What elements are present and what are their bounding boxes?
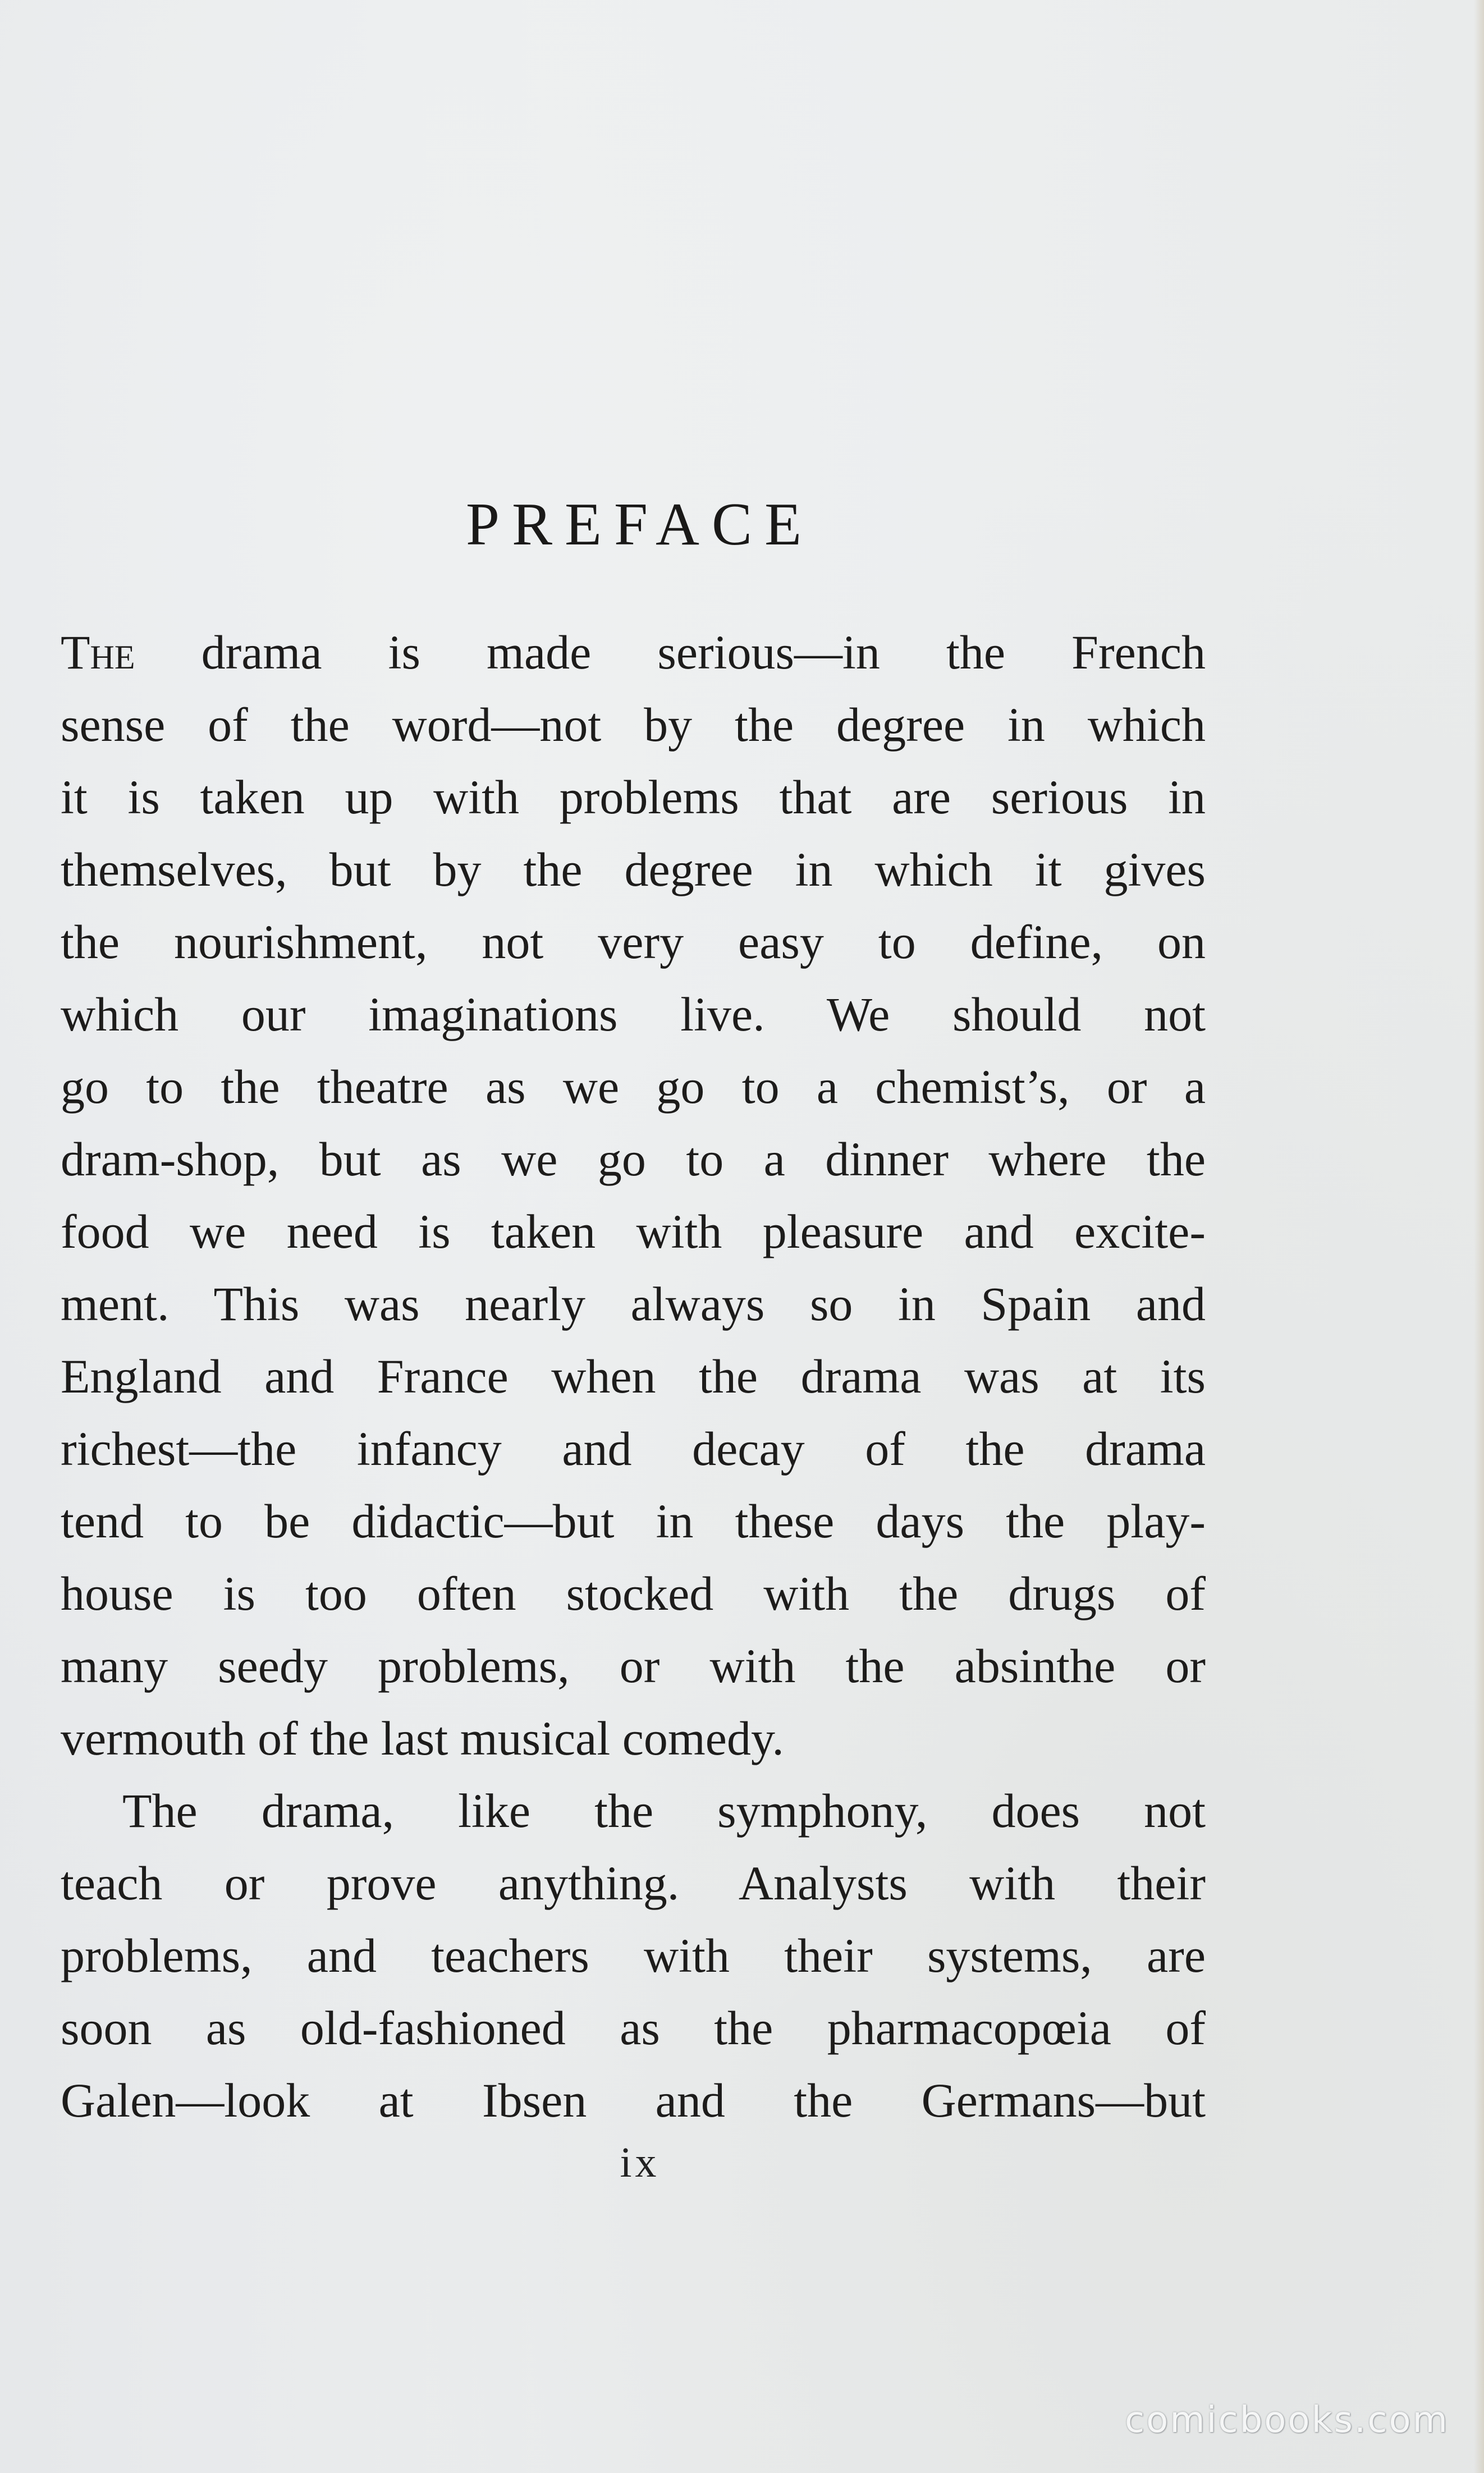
text-line: richest—the infancy and decay of the drama	[61, 1422, 1206, 1476]
paragraph-2	[61, 1775, 1206, 2137]
preface-body	[61, 616, 1206, 2137]
drop-small-caps: The	[61, 625, 135, 679]
text-line: Galen—look at Ibsen and the Germans—but	[61, 2073, 1206, 2127]
text-line: The drama, like the symphony, does not	[122, 1784, 1206, 1838]
text-line: England and France when the drama was at its	[61, 1349, 1206, 1403]
text-line: ment. This was nearly always so in Spain and	[61, 1277, 1206, 1331]
text-line: themselves, but by the degree in which it gives	[61, 842, 1206, 896]
page-number: ix	[620, 2139, 660, 2186]
text-line: go to the theatre as we go to a chemist’s, or a	[61, 1060, 1206, 1114]
text-line: food we need is taken with pleasure and excite-	[61, 1205, 1206, 1258]
text-line: problems, and teachers with their systems, are	[61, 1929, 1206, 1982]
text-line: house is too often stocked with the drugs of	[61, 1567, 1206, 1620]
text-line: The drama is made serious—in the French	[61, 625, 1206, 679]
text-line: dram-shop, but as we go to a dinner where the	[61, 1132, 1206, 1186]
paragraph-1	[61, 616, 1206, 1775]
text-line: it is taken up with problems that are serious in	[61, 770, 1206, 824]
text-line: the nourishment, not very easy to define, on	[61, 915, 1206, 969]
page-title: PREFACE	[465, 491, 814, 558]
text-line: soon as old-fashioned as the pharmacopœia of	[61, 2001, 1206, 2055]
text-line: vermouth of the last musical comedy.	[61, 1711, 784, 1765]
text-line: which our imaginations live. We should not	[61, 987, 1206, 1041]
text-line: teach or prove anything. Analysts with their	[61, 1856, 1206, 1910]
text-line: many seedy problems, or with the absinthe or	[61, 1639, 1206, 1693]
text-line: sense of the word—not by the degree in which	[61, 698, 1206, 752]
watermark: comicbooks.com	[1124, 2399, 1449, 2441]
text-line: tend to be didactic—but in these days the play-	[61, 1494, 1206, 1548]
page-edge	[1474, 0, 1484, 2473]
